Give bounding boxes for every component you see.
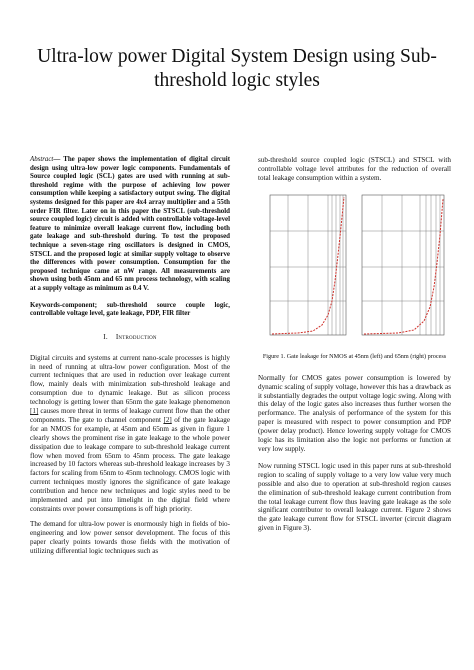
intro-text-c: of the gate leakage for an NMOS for example, at 45nm and 65nm as given in figure 1 clearly shows the prominent rise in gate leakage to the whole power dissipation due to leakage compare to sub-threshold leakage current flow when moved from 65nm to 45nm process. The gate leakage increased by 10 factors whereas sub-threshold leakage increases by 3 factors for scaling from 65nm to 45nm technology. CMOS logic with current techniques mostly ignores the significance of gate leakage contribution and hence new techniques and logic styles need to be implemented and put into limelight in the digital field where constraints over power consumptions is off high priority. — [30, 415, 230, 513]
left-panel-plot — [270, 195, 346, 335]
right-panel-grid — [362, 195, 444, 335]
intro-paragraph-2: The demand for ultra-low power is enormously high in fields of bio-engineering and low power sensor development. The focus of this paper clearly points towards those fields with the motivation of utilizing differential logic techniques such as — [30, 519, 230, 555]
section-title: Introduction — [115, 332, 157, 341]
right-paragraph-1: Normally for CMOS gates power consumption is lowered by dynamic scaling of supply voltage, however this has a drawback as it substantially degrades the output voltage logic swing. Along with this delay of the logic gates also increases thus further worsen the performance. The analysis of performance of the system for this paper is measured with respect to power consumption and PDP (power delay product). Hence lowering supply voltage for CMOS logic has its limitation also the logic not performs or function at very low supply. — [258, 373, 451, 453]
paper-title: Ultra-low power Digital System Design using Sub-threshold logic styles — [37, 46, 437, 91]
abstract-text: The paper shows the implementation of digital circuit design using ultra-low power logic components. Fundamentals of Source coupled logic (SCL) gates are used with running at sub-threshold regime with the purpose of achieving low power consumption while keeping a satisfactory output swing. The digital systems designed for this paper are 4x4 array multiplier and a 55th order FIR filter. Later on in this paper the STSCL (sub-threshold source coupled logic) circuit is added with controllable voltage-level feature to minimize overall leakage current flow, including both gate leakage and sub-threshold during. To test the proposed technique a seven-stage ring oscillators is designed in CMOS, STSCL and the proposed logic at similar supply voltage to observe the differences with power consumption. Consumption for the proposed technique came at nW range. All measurements are shown using both 45nm and 65 nm process technology, with scaling at a supply voltage as minimum as 0.4 V. — [30, 156, 230, 292]
figure-1-plots — [258, 191, 451, 347]
keywords: Keywords-component; sub-threshold source couple logic, controllable voltage level, gate leakage, PDP, FIR filter — [30, 301, 230, 318]
figure-1 — [258, 191, 451, 347]
right-paragraph-2: Now running STSCL logic used in this paper runs at sub-threshold region to scaling of supply voltage to a very low value very much possible and also due to operation at sub-threshold region causes the elimination of sub-threshold leakage current contribution from the total leakage current flow thus leaving gate leakage as the sole significant contributor to overall leakage current. Figure 2 shows the gate leakage current flow for STSCL inverter (circuit diagram given in Figure 3). — [258, 461, 451, 533]
intro-text-b: causes more threat in terms of leakage current flow than the other components. The gate to channel component — [30, 407, 230, 424]
intro-paragraph-1 — [30, 354, 230, 514]
citation-1-link[interactable]: [1] — [30, 407, 39, 416]
right-top-paragraph: sub-threshold source coupled logic (STSCL) and STSCL with controllable voltage level attributes for the reduction of overall total leakage consumption within a system. — [258, 156, 451, 182]
section-heading — [30, 333, 230, 342]
abstract-label: Abstract — [30, 156, 54, 163]
abstract — [30, 156, 230, 294]
right-panel-plot — [362, 195, 444, 335]
intro-text-a: Digital circuits and systems at current nano-scale processes is highly in need of running at ultra-low power configuration. Most of the current techniques that are used in reduction over leakage current flow, mainly deals with minimization sub-threshold leakage and consumption due to dynamic leakage. But as silicon process technology is getting lower than 65nm the gate leakage phenomenon — [30, 353, 230, 407]
left-panel-grid — [270, 195, 346, 335]
section-number: I. — [103, 332, 108, 341]
citation-2-link[interactable]: [2] — [163, 415, 172, 424]
figure-1-caption: Figure 1. Gate leakage for NMOS at 45nm (left) and 65nm (right) process — [262, 352, 447, 360]
abstract-dash: — — [53, 156, 64, 163]
right-panel-frame — [362, 195, 444, 335]
right-column — [258, 156, 451, 533]
left-column — [30, 156, 230, 556]
